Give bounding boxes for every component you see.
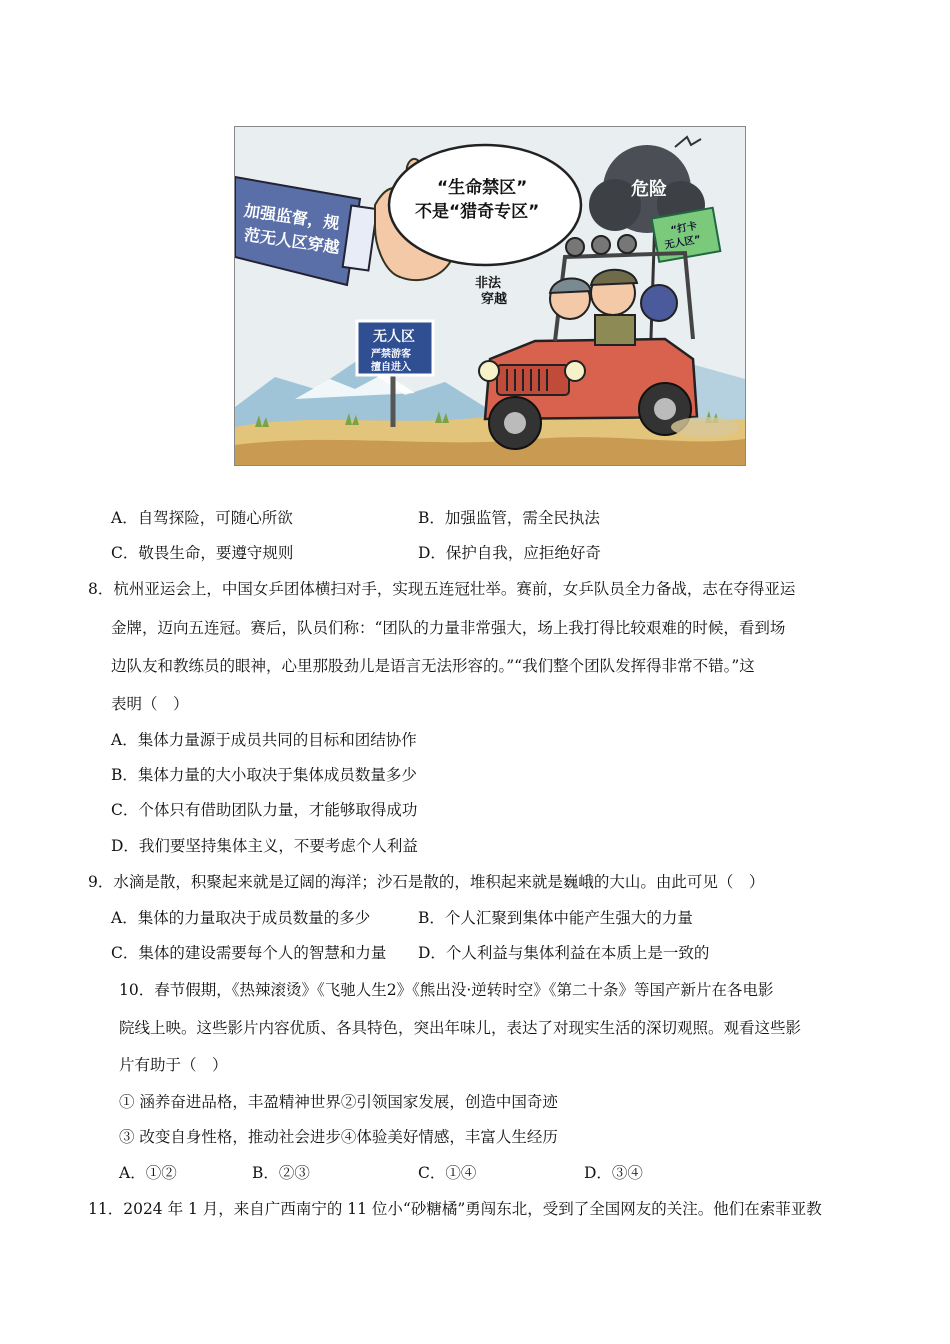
q10-option-a: A．①②	[119, 1164, 177, 1182]
q10-item-line2: ③ 改变自身性格，推动社会进步④体验美好情感，丰富人生经历	[119, 1128, 558, 1146]
q11-stem-line1: 11．2024 年 1 月，来自广西南宁的 11 位小“砂糖橘”勇闯东北，受到了全国网友的关注。他们在索菲亚教	[88, 1200, 822, 1218]
q8-stem-line1: 8．杭州亚运会上，中国女乒团体横扫对手，实现五连冠壮举。赛前，女乒队员全力备战，志在夺得亚运	[88, 580, 796, 598]
q10-stem-line3: 片有助于（ ）	[119, 1056, 228, 1074]
q9-stem: 9．水滴是散，积聚起来就是辽阔的海洋；沙石是散的，堆积起来就是巍峨的大山。由此可见（ ）	[88, 873, 765, 891]
q9-option-d: D．个人利益与集体利益在本质上是一致的	[418, 944, 710, 962]
flag-text-line1: “打卡	[669, 220, 698, 237]
q9-option-a: A．集体的力量取决于成员数量的多少	[111, 909, 371, 927]
q8-stem-line4: 表明（ ）	[111, 695, 189, 713]
q8-option-a: A．集体力量源于成员共同的目标和团结协作	[111, 731, 417, 749]
shout-text-line2: 穿越	[481, 292, 508, 307]
q8-option-c: C．个体只有借助团队力量，才能够取得成功	[111, 801, 418, 819]
q10-option-c: C．①④	[418, 1164, 477, 1182]
q8-option-d: D．我们要坚持集体主义，不要考虑个人利益	[111, 837, 418, 855]
q7-option-c: C．敬畏生命，要遵守规则	[111, 544, 294, 562]
danger-text: 危险	[631, 179, 667, 200]
cartoon-illustration	[234, 126, 746, 466]
flag-text-line2: 无人区”	[663, 234, 702, 252]
bubble-text-line1: “生命禁区”	[437, 178, 528, 198]
q10-stem-line1: 10．春节假期，《热辣滚烫》《飞驰人生2》《熊出没·逆转时空》《第二十条》等国产新片在各电影	[119, 981, 774, 999]
cartoon-svg	[235, 127, 745, 465]
q8-stem-line3: 边队友和教练员的眼神，心里那股劲儿是语言无法形容的。”“我们整个团队发挥得非常不错。”这	[111, 657, 755, 675]
sign-text-line2: 严禁游客	[371, 349, 411, 360]
q10-option-d: D．③④	[584, 1164, 643, 1182]
q8-stem-line2: 金牌，迈向五连冠。赛后，队员们称：“团队的力量非常强大，场上我打得比较艰难的时候，看到场	[111, 619, 786, 637]
shout-text-line1: 非法	[475, 276, 502, 291]
q10-item-line1: ① 涵养奋进品格，丰盈精神世界②引领国家发展，创造中国奇迹	[119, 1093, 558, 1111]
bubble-text-line2: 不是“猎奇专区”	[415, 202, 540, 222]
sign-text-line1: 无人区	[373, 329, 415, 345]
q8-option-b: B．集体力量的大小取决于集体成员数量多少	[111, 766, 417, 784]
q7-option-b: B．加强监管，需全民执法	[418, 509, 600, 527]
sign-text-line3: 擅自进入	[371, 362, 411, 373]
q7-option-d: D．保护自我，应拒绝好奇	[418, 544, 601, 562]
sleeve-text-line2: 范无人区穿越	[242, 224, 341, 258]
q9-option-c: C．集体的建设需要每个人的智慧和力量	[111, 944, 387, 962]
sleeve-text-line1: 加强监督，规	[242, 200, 341, 234]
q10-option-b: B．②③	[252, 1164, 310, 1182]
q7-option-a: A．自驾探险，可随心所欲	[111, 509, 293, 527]
q9-option-b: B．个人汇聚到集体中能产生强大的力量	[418, 909, 693, 927]
q10-stem-line2: 院线上映。这些影片内容优质、各具特色，突出年味儿，表达了对现实生活的深切观照。观看这些影	[119, 1019, 802, 1037]
